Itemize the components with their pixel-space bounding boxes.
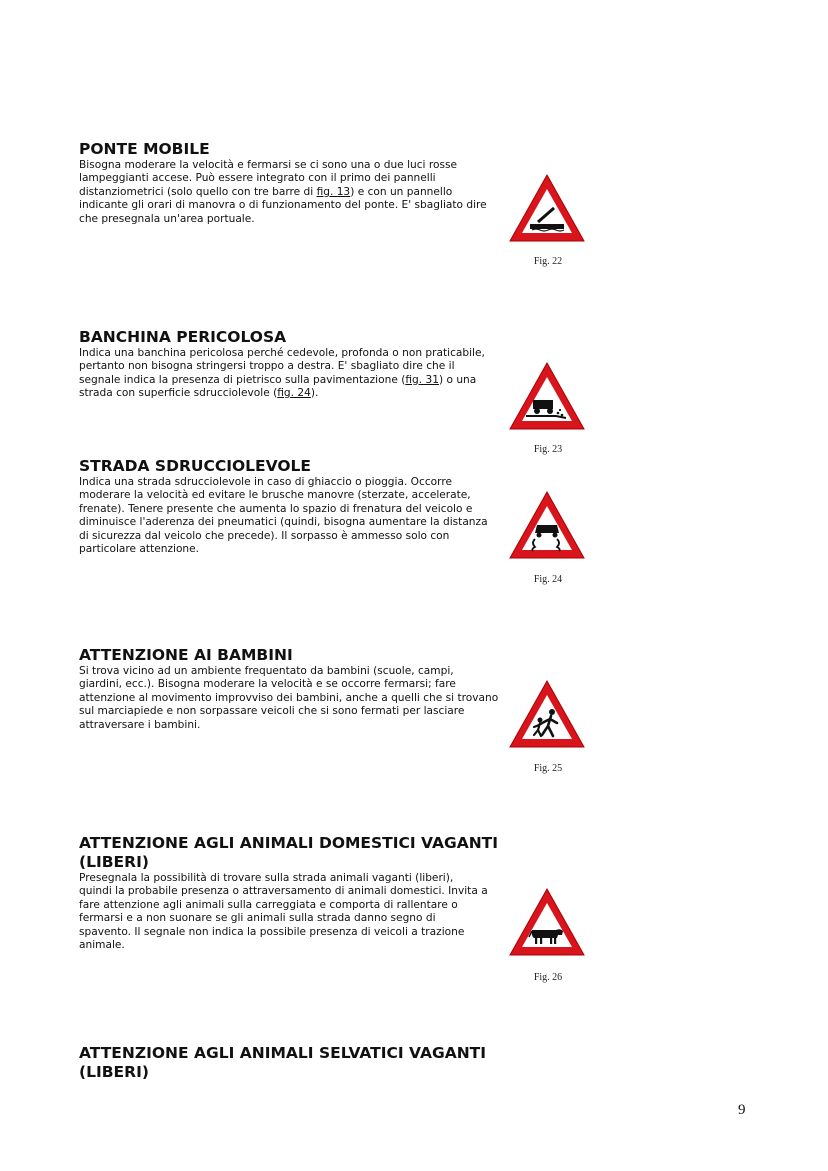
fig-caption: Fig. 22 xyxy=(533,256,563,267)
section-title: STRADA SDRUCCIOLEVOLE xyxy=(79,457,312,475)
page-number: 9 xyxy=(738,1102,746,1118)
domestic-animals-icon xyxy=(508,886,586,958)
section-title: ATTENZIONE AGLI ANIMALI DOMESTICI VAGANTI (LIBERI) xyxy=(79,834,499,871)
section-text: Si trova vicino ad un ambiente frequentato da bambini (scuole, campi, giardini, ecc.). Bisogna moderare la velocità e se occorre fermarsi; fare attenzione al movimento improvviso dei bambini, anche a quelli che si trovano sul marciapiede e non sorpassare veicoli che si sono fermati per lasciare attraversare i bambini. xyxy=(79,665,499,731)
section-title: BANCHINA PERICOLOSA xyxy=(79,328,287,346)
fig-31-link[interactable]: fig. 31 xyxy=(405,373,439,386)
fig-caption: Fig. 23 xyxy=(533,444,563,455)
section-animali-selvatici xyxy=(79,1044,559,1082)
section-title: PONTE MOBILE xyxy=(79,140,210,158)
dangerous-shoulder-icon xyxy=(508,360,586,432)
section-title: ATTENZIONE AGLI ANIMALI SELVATICI VAGANTI (LIBERI) xyxy=(79,1044,487,1081)
children-icon xyxy=(508,678,586,750)
movable-bridge-icon xyxy=(508,172,586,244)
fig-caption: Fig. 25 xyxy=(533,763,563,774)
slippery-road-icon xyxy=(508,489,586,561)
section-ponte-mobile xyxy=(79,140,499,226)
section-strada-sdrucciolevole xyxy=(79,457,499,556)
section-text: Indica una strada sdrucciolevole in caso di ghiaccio o pioggia. Occorre moderare la velocità ed evitare le brusche manovre (sterzate, accelerate, frenate). Tenere presente che aumenta lo spazio di frenatura del veicolo e diminuisce l'aderenza dei pneumatici (quindi, bisogna aumentare la distanza di sicurezza dal veicolo che precede). Il sorpasso è ammesso solo con particolare attenzione. xyxy=(79,476,488,556)
section-animali-domestici xyxy=(79,834,559,952)
section-text: Presegnala la possibilità di trovare sulla strada animali vaganti (liberi), quindi la probabile presenza o attraversamento di animali domestici. Invita a fare attenzione agli animali sulla carreggiata e comporta di rallentare o fermarsi e a non suonare se gli animali sulla strada danno segno di spavento. Il segnale non indica la possibile presenza di veicoli a trazione animale. xyxy=(79,872,488,952)
section-title: ATTENZIONE AI BAMBINI xyxy=(79,646,293,664)
fig-caption: Fig. 26 xyxy=(533,972,563,983)
fig-caption: Fig. 24 xyxy=(533,574,563,585)
fig-24-link[interactable]: fig. 24 xyxy=(277,387,311,400)
section-text: Bisogna moderare la velocità e fermarsi se ci sono una o due luci rosse lampeggianti accese. Può essere integrato con il primo dei pannelli distanziometrici (solo quello con tre barre di fig. 13) e con un pannello indicante gli orari di manovra o di funzionamento del ponte. E' sbagliato dire che presegnala un'area portuale. xyxy=(79,159,487,225)
section-text: Indica una banchina pericolosa perché cedevole, profonda o non praticabile, pertanto non bisogna stringersi troppo a destra. E' sbagliato dire che il segnale indica la presenza di pietrisco sulla pavimentazione (fig. 31) o una strada con superficie sdrucciolevole (fig. 24). xyxy=(79,347,485,400)
section-banchina-pericolosa xyxy=(79,328,499,401)
fig-13-link[interactable]: fig. 13 xyxy=(316,185,351,198)
section-attenzione-bambini xyxy=(79,646,499,732)
